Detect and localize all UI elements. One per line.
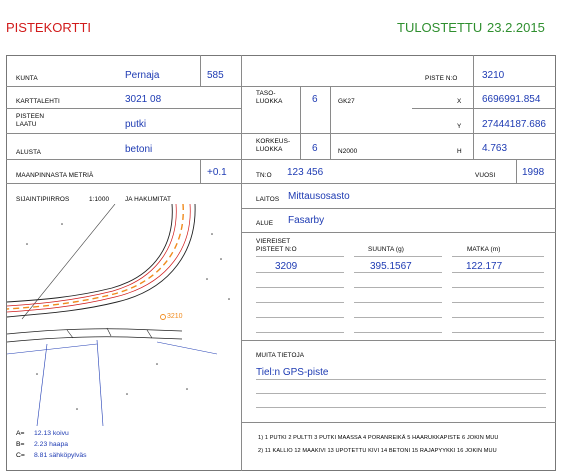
- maanpinta-label: MAANPINNASTA METRIÄ: [16, 172, 94, 179]
- laitos-label: LAITOS: [256, 196, 280, 203]
- kunta-code: 585: [207, 70, 224, 81]
- y-value: 27444187.686: [482, 119, 546, 130]
- laatu-value: putki: [125, 119, 147, 130]
- neighbor-id: 3209: [275, 261, 298, 272]
- neighbor-matka: 122.177: [466, 261, 503, 272]
- location-sketch: [7, 204, 240, 426]
- taso1-value: 6: [312, 94, 318, 105]
- printed-date: 23.2.2015: [487, 20, 545, 35]
- taso1-system: GK27: [338, 98, 355, 105]
- muita-value: Tiel:n GPS-piste: [256, 367, 329, 378]
- laitos-value: Mittausosasto: [288, 191, 350, 202]
- vuosi-label: VUOSI: [475, 172, 496, 179]
- tno-label: TN:O: [256, 172, 272, 179]
- matka-label: MATKA (m): [467, 246, 501, 253]
- printed-label: TULOSTETTU: [397, 20, 483, 35]
- legend-key-c: C=: [16, 452, 25, 459]
- sketch-point-label: 3210: [167, 313, 183, 320]
- alue-value: Fasarby: [288, 215, 325, 226]
- suunta-label: SUUNTA (g): [368, 246, 405, 253]
- legend-key-a: A=: [16, 430, 25, 437]
- h-label: H: [457, 148, 462, 155]
- laatu-label-1: PISTEEN: [16, 113, 45, 120]
- karttalehti-value: 3021 08: [125, 94, 162, 105]
- taso1-label-2: LUOKKA: [256, 98, 283, 105]
- type-legend-row-1: 1) 1 PUTKI 2 PULTTI 3 PUTKI MAASSA 4 PORANREIKÄ 5 HAARUKKAPISTE 6 JOKIN MUU: [258, 435, 499, 441]
- karttalehti-label: KARTTALEHTI: [16, 98, 60, 105]
- alusta-value: betoni: [125, 144, 153, 155]
- page-title: PISTEKORTTI: [6, 20, 91, 35]
- neighbors-label-1: VIEREISET: [256, 238, 291, 245]
- taso2-label-2: LUOKKA: [256, 146, 283, 153]
- alusta-label: ALUSTA: [16, 149, 41, 156]
- x-label: X: [457, 98, 462, 105]
- sketch-label: SIJAINTIPIIRROS: [16, 196, 70, 203]
- neighbor-suunta: 395.1567: [370, 261, 412, 272]
- sketch-suffix: JA HAKUMITAT: [125, 196, 172, 203]
- tno-value: 123 456: [287, 167, 324, 178]
- legend-value-a: 12.13 koivu: [34, 430, 69, 437]
- neighbors-label-2: PISTEET N:O: [256, 246, 297, 253]
- piste-value: 3210: [482, 70, 505, 81]
- taso2-system: N2000: [338, 148, 358, 155]
- x-value: 6696991.854: [482, 94, 541, 105]
- kunta-label: KUNTA: [16, 75, 38, 82]
- type-legend-row-2: 2) 11 KALLIO 12 MAAKIVI 13 UPOTETTU KIVI 14 BETONI 15 RAJAPYYKKI 16 JOKIN MUU: [258, 448, 497, 454]
- taso2-value: 6: [312, 143, 318, 154]
- muita-label: MUITA TIETOJA: [256, 352, 305, 359]
- kunta-value: Pernaja: [125, 70, 160, 81]
- h-value: 4.763: [482, 143, 508, 154]
- vuosi-value: 1998: [522, 167, 545, 178]
- laatu-label-2: LAATU: [16, 121, 37, 128]
- sketch-scale: 1:1000: [89, 196, 110, 203]
- y-label: Y: [457, 123, 462, 130]
- piste-label: PISTE N:O: [425, 75, 458, 82]
- alue-label: ALUE: [256, 220, 274, 227]
- maanpinta-value: +0.1: [207, 167, 227, 178]
- legend-value-b: 2.23 haapa: [34, 441, 69, 448]
- legend-key-b: B=: [16, 441, 25, 448]
- legend-value-c: 8.81 sähköpylväs: [34, 452, 87, 459]
- taso1-label-1: TASO-: [256, 90, 276, 97]
- taso2-label-1: KORKEUS-: [256, 138, 291, 145]
